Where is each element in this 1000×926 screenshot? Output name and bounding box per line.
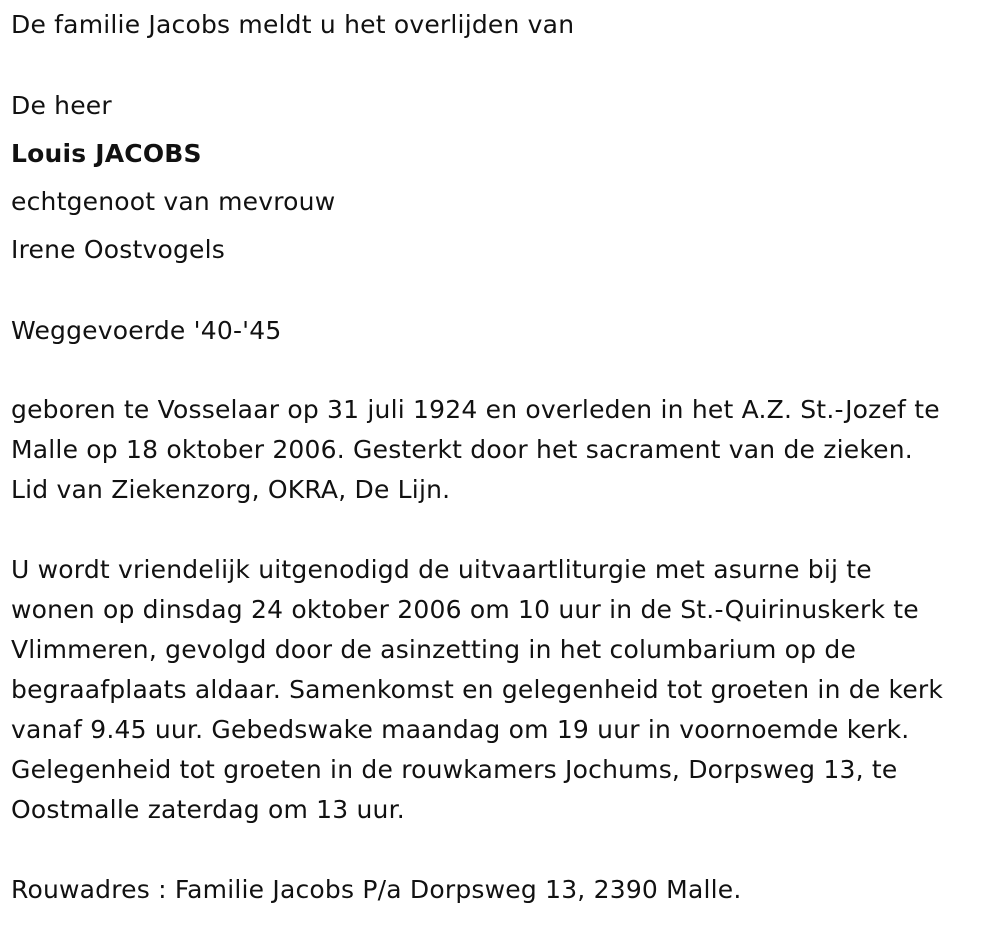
birth-death-paragraph	[11, 390, 996, 510]
title-line: De heer	[11, 91, 112, 120]
paragraph-line: begraafplaats aldaar. Samenkomst en gelegenheid tot groeten in de kerk	[11, 675, 944, 704]
address-line: Rouwadres : Familie Jacobs P/a Dorpsweg 13, 2390 Malle.	[11, 875, 742, 904]
paragraph-line: Oostmalle zaterdag om 13 uur.	[11, 795, 405, 824]
paragraph-line: Vlimmeren, gevolgd door de asinzetting in het columbarium op de	[11, 635, 857, 664]
paragraph-line: U wordt vriendelijk uitgenodigd de uitvaartliturgie met asurne bij te	[11, 555, 872, 584]
paragraph-line: Gelegenheid tot groeten in de rouwkamers Jochums, Dorpsweg 13, te	[11, 755, 898, 784]
paragraph-line: vanaf 9.45 uur. Gebedswake maandag om 19 uur in voornoemde kerk.	[11, 715, 910, 744]
paragraph-line: geboren te Vosselaar op 31 juli 1924 en overleden in het A.Z. St.-Jozef te	[11, 395, 940, 424]
intro-line: De familie Jacobs meldt u het overlijden van	[11, 10, 575, 39]
paragraph-line: Lid van Ziekenzorg, OKRA, De Lijn.	[11, 475, 451, 504]
paragraph-line: wonen op dinsdag 24 oktober 2006 om 10 uur in de St.-Quirinuskerk te	[11, 595, 919, 624]
ceremony-paragraph	[11, 550, 996, 830]
deceased-name: Louis JACOBS	[11, 139, 202, 168]
spouse-label: echtgenoot van mevrouw	[11, 187, 336, 216]
spouse-name: Irene Oostvogels	[11, 235, 225, 264]
paragraph-line: Malle op 18 oktober 2006. Gesterkt door het sacrament van de zieken.	[11, 435, 913, 464]
note-line: Weggevoerde '40-'45	[11, 316, 282, 345]
